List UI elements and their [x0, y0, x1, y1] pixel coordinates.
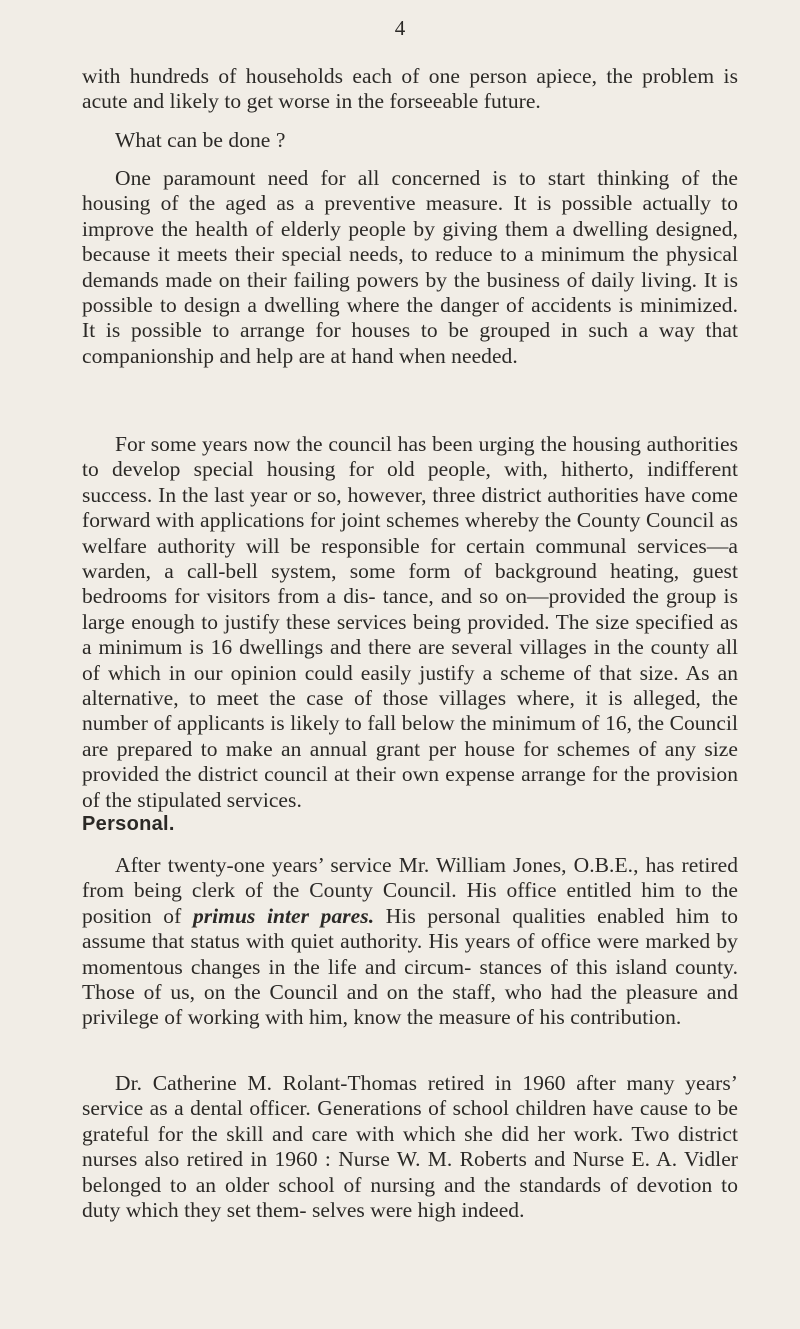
paragraph-text	[82, 853, 738, 1031]
paragraph-question	[82, 128, 738, 153]
paragraph-retirements-1960	[82, 1071, 738, 1223]
paragraph-text: What can be done ?	[115, 128, 286, 152]
latin-phrase: primus inter pares.	[192, 903, 375, 928]
page-number: 4	[394, 16, 406, 40]
paragraph-text-part: After twenty-one years’ service Mr. William Jones, O.B.E., has retired from being clerk of the County Council. His office entitled him to the position of	[82, 853, 738, 928]
paragraph-text: For some years now the council has been urging the housing authorities to develop special housing for old people, with, hitherto, indifferent success. In the last year or so, however, three district authorities have come forward with applications for joint schemes whereby the County Council as welfare authority will be responsible for certain communal services—a warden, a call-bell system, some form of background heating, guest bedrooms for visitors from a dis- tance, and so on—provided the group is large enough to justify these services being provided. The size specified as a minimum is 16 dwellings and there are several villages in the county all of which in our opinion could easily justify a scheme of that size. As an alternative, to meet the case of those villages where, it is alleged, the number of applicants is likely to fall below the minimum of 16, the Council are prepared to make an annual grant per house for schemes of any size provided the district council at their own expense arrange for the provision of the stipulated services.	[82, 432, 738, 812]
paragraph-text: with hundreds of households each of one person apiece, the problem is acute and likely to get worse in the forseeable future.	[82, 64, 738, 114]
paragraph-council-schemes	[82, 432, 738, 813]
paragraph-text: Dr. Catherine M. Rolant-Thomas retired in 1960 after many years’ service as a dental officer. Generations of school children have cause to be grateful for the skill and care with which she did her work. Two district nurses also retired in 1960 : Nurse W. M. Roberts and Nurse E. A. Vidler belonged to an older school of nursing and the standards of devotion to duty which they set them- selves were high indeed.	[82, 1071, 738, 1223]
paragraph-text-part: His personal qualities enabled him to assume that status with quiet authority. His years of office were marked by momentous changes in the life and circum- stances of this island county. Those of us, on the Council and on the staff, who had the pleasure and privilege of working with him, know the measure of his contribution.	[82, 903, 738, 1030]
paragraph-housing-need	[82, 166, 738, 369]
paragraph-william-jones	[82, 853, 738, 1031]
paragraph-text: One paramount need for all concerned is to start thinking of the housing of the aged as a preventive measure. It is possible actually to improve the health of elderly people by giving them a dwelling designed, because it meets their special needs, to reduce to a minimum the physical demands made on their failing powers by the business of daily living. It is possible to design a dwelling where the danger of accidents is minimized. It is possible to arrange for houses to be grouped in such a way that companionship and help are at hand when needed.	[82, 166, 738, 368]
section-heading-personal: Personal.	[82, 813, 175, 835]
paragraph-continuation	[82, 64, 738, 115]
